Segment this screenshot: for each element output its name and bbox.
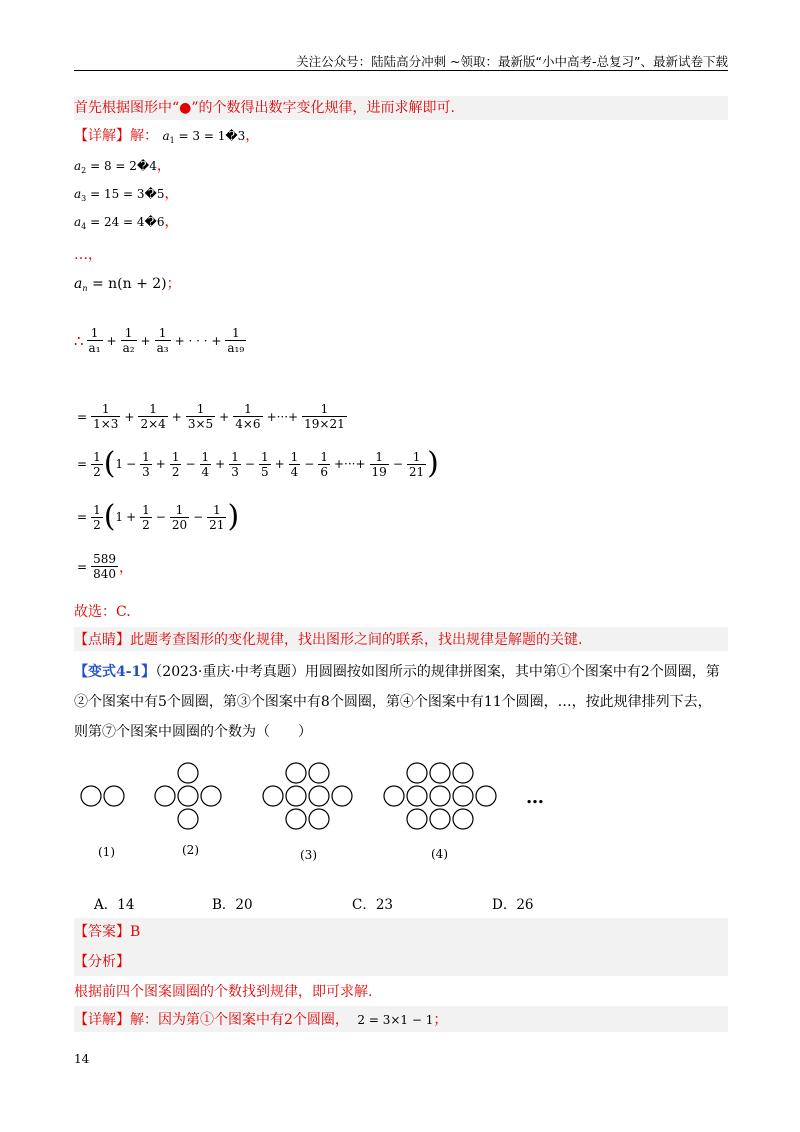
analysis-text: 首先根据图形中“●”的个数得出数字变化规律，进而求解即可. [74, 100, 455, 116]
result-denominator: 840 [93, 567, 116, 581]
a3-value: = 15 = 3�5 [90, 187, 165, 201]
sum-den-1: a₁ [88, 341, 101, 355]
option-d[interactable]: D．26 [492, 897, 534, 913]
detail-line-a2: $a_2 = 8$ = 2�4， [74, 158, 171, 175]
pattern-3-circle [309, 786, 329, 806]
pattern-4-circle [430, 786, 450, 806]
problem-text-1: （2023·重庆·中考真题）用圆圈按如图所示的规律拼图案，其中第①个图案中有2个圆圈，第 [155, 664, 720, 680]
pattern-4-circle [453, 786, 473, 806]
pattern-1-circle [104, 786, 124, 806]
detail2-math: 2 = 3×1 − 1 [357, 1013, 434, 1027]
detail2-line: 【详解】解：因为第①个图案中有2个圆圈， 2 = 3×1 − 1； [74, 1012, 448, 1028]
pattern-3-circle [286, 809, 306, 829]
pattern-4-circle [407, 786, 427, 806]
figure-label-4: (4) [431, 847, 448, 861]
pattern-4-circle [476, 786, 496, 806]
detail-lead: 解： [130, 128, 158, 144]
pattern-4-circle [453, 763, 473, 783]
a1-value: = 3 = 1�3 [178, 129, 246, 143]
pattern-3-circle [332, 786, 352, 806]
figure-label-2: (2) [182, 843, 199, 857]
detail-line-a4: $a_4 = 24$ = 4�6， [74, 214, 179, 231]
pattern-4-circle [453, 809, 473, 829]
choice-line: 故选：C. [74, 604, 131, 620]
option-c[interactable]: C．23 [352, 897, 394, 913]
problem-tag: 【变式4-1】 [74, 664, 156, 680]
figure-continuation-dots: … [526, 787, 544, 808]
equation-result: = $\frac{589}{840}$ ， [77, 552, 133, 581]
pattern-3-circle [309, 763, 329, 783]
pattern-3-circle [286, 786, 306, 806]
equation-line-3: = $\frac{1}{2}$ ( 1 + $\frac{1}{2}$ − $\frac{1}{20}$ − $\frac{1}{21}$ ) [77, 499, 240, 534]
detail-tag: 【详解】 [74, 128, 130, 144]
answer-line [74, 922, 140, 942]
pattern-3-circle [263, 786, 283, 806]
equation-line-1: = $\frac{1}{1\times 3}$ + $\frac{1}{2\times 4}$ + $\frac{1}{3\times 5}$ + $\frac{1}{4\times 6}$ +···+ $\frac{1}{19\times 21}$ [77, 402, 345, 431]
a2-value: = 8 = 2�4 [90, 159, 157, 173]
problem-line-2: ②个图案中有5个圆圈，第③个图案中有8个圆圈，第④个图案中有11个圆圈，…，按此规律排列下去， [74, 694, 712, 710]
option-a[interactable]: A．14 [94, 897, 135, 913]
general-term: $a_n = n(n + 2)$； [74, 276, 181, 293]
result-numerator: 589 [93, 552, 116, 566]
analysis2-text: 根据前四个图案圆圈的个数找到规律，即可求解. [74, 984, 373, 1000]
page-header: 关注公众号：陆陆高分冲刺 ~领取：最新版“小中高考-总复习”、最新试卷下载 [296, 54, 728, 69]
answer-value: B [130, 924, 141, 940]
problem-line-1 [74, 662, 720, 682]
comment-line [74, 630, 582, 650]
analysis2-tag: 【分析】 [74, 954, 130, 970]
pattern-2-circle [178, 809, 198, 829]
detail-line-a3: $a_3 = 15$ = 3�5， [74, 186, 179, 203]
sum-den-3: a₃ [156, 341, 169, 355]
pattern-4-circle [407, 809, 427, 829]
detail2-text: 解：因为第①个图案中有2个圆圈， [130, 1012, 349, 1028]
pattern-2-circle [178, 786, 198, 806]
therefore-sign: ∴ [74, 331, 84, 350]
pattern-4-circle [430, 809, 450, 829]
comment-text: 此题考查图形的变化规律，找出图形之间的联系，找出规律是解题的关键. [130, 632, 583, 648]
pattern-3-circle [286, 763, 306, 783]
pattern-2-circle [178, 763, 198, 783]
ellipsis-line: …， [74, 247, 102, 263]
circle-pattern-figure [74, 755, 554, 875]
page-number: 14 [74, 1052, 90, 1066]
figure-label-1: (1) [98, 845, 115, 859]
pattern-3-circle [309, 809, 329, 829]
pattern-4-circle [407, 763, 427, 783]
sum-expression: ∴ $\frac{1}{\text{a₁}}$ + $\frac{1}{\text{a₂}}$ + $\frac{1}{\text{a₃}}$ + · · · + $\frac{1}{\text{a₁₉}}$ [74, 326, 245, 355]
problem-line-3: 则第⑦个图案中圆圈的个数为（ ） [74, 724, 312, 740]
detail-line-a1: 【详解】解： $a_1 = 3$ = 1�3， [74, 128, 260, 145]
answer-band [74, 918, 728, 976]
header-rule [74, 70, 728, 71]
sum-den-19: a₁₉ [227, 341, 245, 355]
detail2-tag: 【详解】 [74, 1012, 130, 1028]
sum-den-2: a₂ [122, 341, 135, 355]
pattern-4-circle [430, 763, 450, 783]
option-b[interactable]: B．20 [212, 897, 253, 913]
a4-value: = 24 = 4�6 [90, 215, 165, 229]
equation-line-2: = $\frac{1}{2}$ ( 1 − $\frac{1}{3}$ + $\frac{1}{2}$ − $\frac{1}{4}$ + $\frac{1}{3}$ − $\frac{1}{5}$ + $\frac{1}{4}$ − $\frac{1}{6}$ +···+ $\frac{1}{19}$ − $\frac{1}{21}$ ) [77, 446, 439, 481]
pattern-2-circle [155, 786, 175, 806]
comment-tag: 【点睛】 [74, 632, 130, 648]
figure-label-3: (3) [300, 848, 317, 862]
answer-tag: 【答案】 [74, 924, 130, 940]
general-term-rhs: = n(n + 2) [91, 276, 167, 292]
pattern-2-circle [201, 786, 221, 806]
pattern-1-circle [81, 786, 101, 806]
pattern-4-circle [384, 786, 404, 806]
